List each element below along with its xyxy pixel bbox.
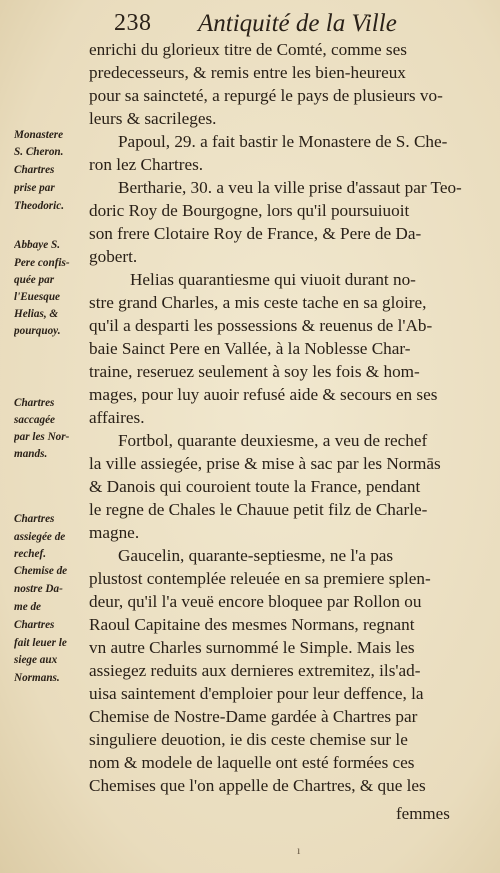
margin-note: Chartres [14, 164, 55, 176]
margin-note: pourquoy. [14, 325, 61, 337]
text-line: gobert. [89, 247, 138, 266]
text-line: son frere Clotaire Roy de France, & Pere de Da- [89, 224, 422, 243]
margin-note: assiegée de [14, 531, 66, 543]
margin-note: Helias, & [14, 308, 59, 320]
margin-note: saccagée [14, 414, 55, 426]
margin-note: Chartres [14, 513, 55, 525]
margin-note: me de [14, 601, 42, 613]
text-line: deur, qu'il l'a veuë encore bloquee par Rollon ou [89, 592, 422, 611]
text-line: affaires. [89, 408, 145, 427]
text-line: le regne de Chales le Chauue petit filz de Charle- [89, 500, 428, 519]
text-line: predecesseurs, & remis entre les bien-heureux [89, 63, 406, 82]
margin-note: Theodoric. [14, 200, 65, 212]
page-number: 238 [114, 10, 152, 36]
text-line: singuliere deuotion, ie dis ceste chemise sur le [89, 730, 408, 749]
margin-note: rechef. [14, 548, 46, 560]
text-line: magne. [89, 523, 140, 542]
margin-note: nostre Da- [14, 583, 63, 595]
text-line: Fortbol, quarante deuxiesme, a veu de rechef [118, 431, 428, 450]
margin-note: Normans. [14, 672, 60, 684]
running-title: Antiquité de la Ville [198, 10, 397, 37]
text-line: qu'il a desparti les possessions & reuenus de l'Ab- [89, 316, 433, 335]
margin-note: l'Euesque [14, 291, 61, 303]
text-line: Papoul, 29. a fait bastir le Monastere de S. Che- [118, 132, 448, 151]
text-line: baie Sainct Pere en Vallée, à la Noblesse Char- [89, 339, 411, 358]
text-line: Helias quarantiesme qui viuoit durant no- [130, 270, 416, 289]
text-line: stre grand Charles, a mis ceste tache en sa gloire, [89, 293, 427, 312]
text-line: mages, pour luy auoir refusé aide & secours en ses [89, 385, 438, 404]
text-line: leurs & sacrileges. [89, 109, 217, 128]
margin-note: mands. [14, 448, 48, 460]
text-line: Raoul Capitaine des mesmes Normans, regnant [89, 615, 415, 634]
margin-note: Pere confis- [14, 257, 70, 269]
margin-note: siege aux [14, 654, 58, 666]
text-line: uisa saintement d'emploier pour leur deffence, la [89, 684, 424, 703]
margin-note: S. Cheron. [14, 146, 64, 158]
stain-mark: ı [297, 843, 301, 857]
text-line: doric Roy de Bourgogne, lors qu'il poursuiuoit [89, 201, 410, 220]
text-line: Chemise de Nostre-Dame gardée à Chartres par [89, 707, 418, 726]
text-line: la ville assiegée, prise & mise à sac par les Normās [89, 454, 441, 473]
text-line: Gaucelin, quarante-septiesme, ne l'a pas [118, 546, 394, 565]
margin-note: Monastere [14, 129, 64, 141]
text-line: Bertharie, 30. a veu la ville prise d'assaut par Teo- [118, 178, 462, 197]
text-line: vn autre Charles surnommé le Simple. Mais les [89, 638, 415, 657]
text-line: enrichi du glorieux titre de Comté, comme ses [89, 40, 407, 59]
text-line: & Danois qui couroient toute la France, pendant [89, 477, 421, 496]
margin-note: fait leuer le [14, 637, 67, 649]
margin-note: Abbaye S. [14, 239, 60, 251]
catchword: femmes [396, 804, 450, 823]
margin-note: Chemise de [14, 565, 68, 577]
text-line: traine, reseruez seulement à soy les fois & hom- [89, 362, 420, 381]
text-line: plustost contemplée releuée en sa premiere splen- [89, 569, 431, 588]
margin-note: Chartres [14, 619, 55, 631]
text-line: pour sa saincteté, a repurgé le pays de plusieurs vo- [89, 86, 443, 105]
text-line: ron lez Chartres. [89, 155, 204, 174]
margin-note: quée par [14, 274, 55, 286]
margin-note: par les Nor- [14, 431, 70, 443]
margin-note: Chartres [14, 397, 55, 409]
text-line: Chemises que l'on appelle de Chartres, & que les [89, 776, 426, 795]
page-header [0, 4, 500, 40]
margin-note: prise par [14, 182, 55, 194]
text-line: nom & modele de laquelle ont esté formées ces [89, 753, 415, 772]
text-line: assiegez reduits aux dernieres extremitez, ils'ad- [89, 661, 421, 680]
